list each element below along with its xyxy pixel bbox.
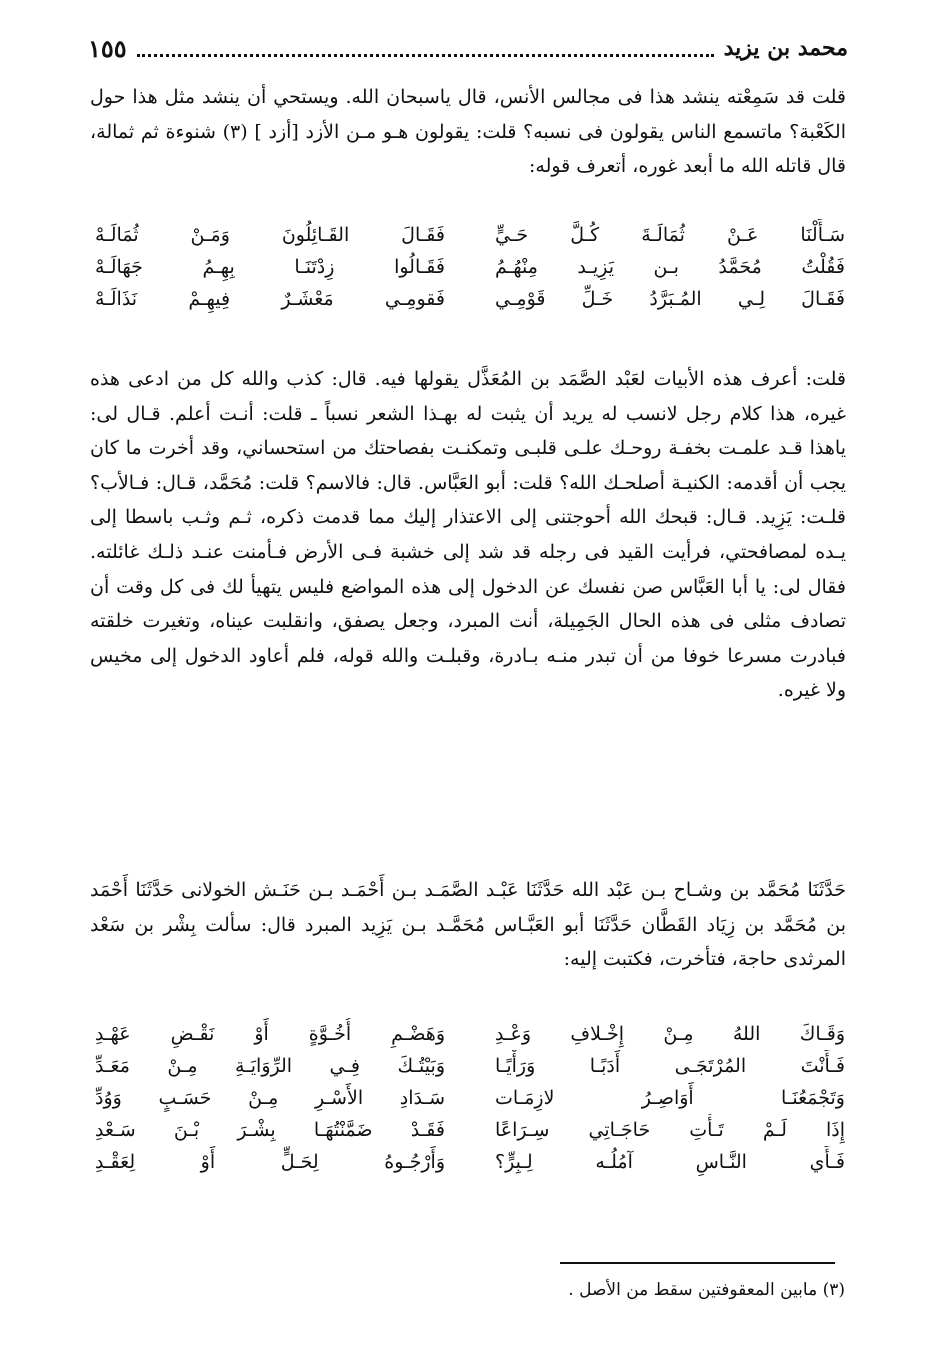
page-number: ١٥٥ bbox=[88, 33, 127, 63]
hemistich-right: فَـأَنْتَ المُرْتَجَـى أَدَبًـا وَرَأْيًـا bbox=[495, 1055, 845, 1077]
hemistich-right: فَقَـالَ لِـي المُـبَرَّدُ خَـلِّ قَوْمِـي bbox=[495, 288, 845, 310]
poem-1 bbox=[95, 219, 845, 315]
hemistich-right: وَقَـاكَ اللهُ مِـنْ إِخْـلافِ وَعْـدِ bbox=[495, 1023, 845, 1045]
hemistich-left: فَقَـدْ ضَمَّنْتُهَـا بِشْـرَ بْـنَ سَـعْدِ bbox=[95, 1119, 445, 1141]
page-header bbox=[88, 30, 848, 66]
footnote: (٣) مابين المعقوفتين سقط من الأصل . bbox=[568, 1280, 845, 1300]
hemistich-left: وَأَرْجُـوهُ لِحَـلٍّ أَوْ لِعَقْـدِ bbox=[95, 1151, 445, 1173]
hemistich-left: وَبَيْتُـكَ فِـي الرِّوَايَـةِ مِـنْ مَعَـدِّ bbox=[95, 1055, 445, 1077]
poem-1-verse bbox=[95, 219, 845, 251]
paragraph-3 bbox=[90, 873, 846, 977]
running-title: محمد بن يزيد bbox=[723, 35, 848, 61]
poem-2 bbox=[95, 1018, 845, 1178]
header-leader-dots bbox=[137, 40, 714, 57]
paragraph-2-text: قلت: أعرف هذه الأبيات لعَبْد الصَّمَد بن المُعَذَّل يقولها فيه. قال: كذب والله كل من ادعى هذه غيره، هذا كلام رجل لانسب له يريد أن يثبت له بهـذا الشعر نسباً ـ قلت: أنـت أعلم. قـال لى: ياهذا قـد علمـت بخفـة روحـك علـى قلبـى وتمكنـت بفصاحتك من استحساني، وقد أخرت ما كان يجب أن أقدمه: الكنيـة أصلحـك الله؟ قلت: أبو العَبَّاس. قال: فالاسم؟ قلت: مُحَمَّد، قـال: فـالأب؟ قلـت: يَزِيد. قـال: قبحك الله أحوجتنى إلى الاعتذار إليك مما قدمت ذكره، ثـم وثـب باسطا إلى يـده لمصافحتي، فرأيت القيد فى رجله قد شد إلى خشبة فـى الأرض فـأمنت عنـد ذلـك غائلته. فقال لى: يا أبا العَبَّاس صن نفسك عن الدخول إلى هذه المواضع فليس يتهيأ لك فى كل وقت أن تصادف مثلى فى هذه الحال الجَمِيلة، أنت المبرد، وجعل يصفق، وانقلبت عيناه، وتغيرت خلقته فبادرت مسرعا خوفا من أن تبدر منـه بـادرة، وقبلـت والله قوله، فلم أعاود الدخول إلى مخيس ولا غيره. bbox=[90, 368, 846, 702]
paragraph-3-text: حَدَّثَنَا مُحَمَّد بن وشـاح بـن عَبْد الله حَدَّثَنَا عَبْـد الصَّمَـد بـن أَحْمَـد بـن حَنَـش الخولانى حَدَّثَنَا أَحْمَد بن مُحَمَّد بن زِيَاد القَطَّان حَدَّثَنَا أبو العَبَّـاس مُحَمَّـد بـن يَزِيد المبرد قال: سألت بِشْر بن سَعْد المرثدى حاجة، فتأخرت، فكتبت إليه: bbox=[90, 879, 846, 971]
hemistich-right: إِذَا لَـمْ تَـأْتِ حَاجَـاتِي سِـرَاعًا bbox=[495, 1119, 845, 1141]
hemistich-right: وَتَجْمَعُنَـا أَوَاصِـرُ لازِمَـات bbox=[495, 1087, 845, 1109]
hemistich-right: فَقُلْتُ مُحَمَّدُ بـن يَزِيـد مِنْهُـمُ bbox=[495, 256, 845, 278]
footnote-divider bbox=[560, 1262, 835, 1264]
hemistich-left: سَـدَادِ الأَسْـرِ مِـنْ حَسَـبٍ وَوُدِّ bbox=[95, 1087, 445, 1109]
hemistich-left: فَقَـالَ القَـائِلُونَ وَمَـنْ ثُمَالَـهْ bbox=[95, 224, 445, 246]
poem-2-verse bbox=[95, 1082, 845, 1114]
poem-2-verse bbox=[95, 1146, 845, 1178]
paragraph-1-text: قلت قد سَمِعْته ينشد هذا فى مجالس الأنس، قال ياسبحان الله. ويستحي أن ينشد مثل هذا حول الكَعْبة؟ ماتسمع الناس يقولون فى نسبه؟ قلت: يقولون هـو مـن الأزد [أزد ] (٣) شنوءة ثم ثمالة، قال قاتله الله ما أبعد غوره، أتعرف قوله: bbox=[90, 86, 846, 178]
hemistich-left: فَقومِـي مَعْشَـرٌ فِيهِـمْ نَذَالَـهْ bbox=[95, 288, 445, 310]
poem-2-verse bbox=[95, 1114, 845, 1146]
paragraph-2 bbox=[90, 362, 846, 708]
poem-2-verse bbox=[95, 1050, 845, 1082]
hemistich-left: فَقَـالُوا زِدْتَنَـا بِهِـمُ جَهَالَـهْ bbox=[95, 256, 445, 278]
paragraph-1 bbox=[90, 80, 846, 184]
poem-1-verse bbox=[95, 283, 845, 315]
poem-1-verse bbox=[95, 251, 845, 283]
hemistich-right: فَـأَي النَّـاسِ آمُلُـه لِـبِرٍّ؟ bbox=[495, 1151, 845, 1173]
hemistich-right: سَـأَلْنَا عَـنْ ثُمَالَـةَ كُـلَّ حَـيٍّ bbox=[495, 224, 845, 246]
poem-2-verse bbox=[95, 1018, 845, 1050]
hemistich-left: وَهَضْـمِ أُخُـوَّةٍ أَوْ نَقْـضِ عَهْـدِ bbox=[95, 1023, 445, 1045]
